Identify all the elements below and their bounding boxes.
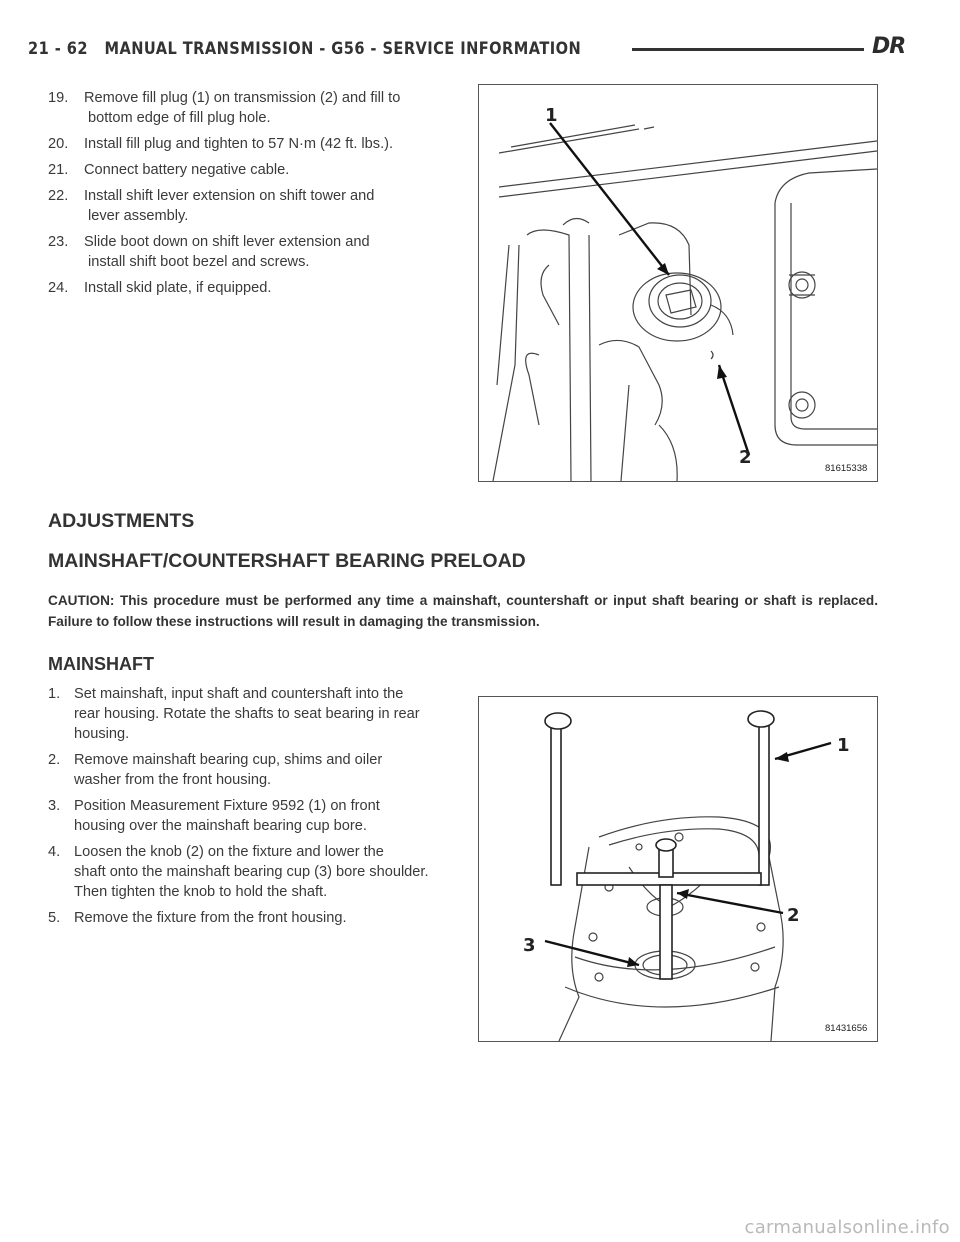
install-steps-list [48,88,448,304]
page-number: 21 - 62 [28,39,88,59]
caution-note: CAUTION: This procedure must be performed any time a mainshaft, countershaft or input shaft bearing or shaft is replaced. Failure to follow these instructions will result in damaging the transmission. [48,593,878,629]
mainshaft-steps-list [48,684,448,934]
mainshaft-step-3: 3. Position Measurement Fixture 9592 (1) on front housing over the mainshaft bearing cup bore. [48,798,380,834]
section-title-adjustments: ADJUSTMENTS [48,510,195,532]
step-24: 24. Install skid plate, if equipped. [48,280,272,296]
watermark: carmanualsonline.info [744,1217,950,1238]
callout-2: 2 [739,447,752,468]
mainshaft-step-2: 2. Remove mainshaft bearing cup, shims and oiler washer from the front housing. [48,752,383,788]
step-19: 19. Remove fill plug (1) on transmission (2) and fill to bottom edge of fill plug hole. [48,90,401,126]
page-header-title [28,39,582,59]
page-header [28,34,933,64]
fill-plug-illustration [478,84,878,482]
manual-title: MANUAL TRANSMISSION - G56 - SERVICE INFORMATION [104,39,582,59]
callout-1: 1 [545,105,558,126]
mainshaft-step-1: 1. Set mainshaft, input shaft and countershaft into the rear housing. Rotate the shafts to seat bearing in rear housing. [48,686,420,742]
dr-logo: DR [872,34,906,59]
step-22: 22. Install shift lever extension on shift tower and lever assembly. [48,188,375,224]
callout-1-fixture: 1 [837,735,850,756]
measurement-fixture-drawing [479,697,877,1041]
step-21: 21. Connect battery negative cable. [48,162,290,178]
subsection-title-bearing-preload: MAINSHAFT/COUNTERSHAFT BEARING PRELOAD [48,550,526,572]
measurement-fixture-illustration [478,696,878,1042]
mainshaft-step-4: 4. Loosen the knob (2) on the fixture and lower the shaft onto the mainshaft bearing cup (3) bore shoulder. Then tighten the knob to hold the shaft. [48,844,429,900]
subsection-title-mainshaft: MAINSHAFT [48,654,154,674]
step-23: 23. Slide boot down on shift lever extension and install shift boot bezel and screws. [48,234,370,270]
step-20: 20. Install fill plug and tighten to 57 N·m (42 ft. lbs.). [48,136,394,152]
figure-id-81615338: 81615338 [825,463,868,474]
fill-plug-drawing [479,85,877,481]
callout-2-knob: 2 [787,905,800,926]
callout-3-bearing-cup: 3 [523,935,536,956]
mainshaft-step-5: 5. Remove the fixture from the front housing. [48,910,347,926]
header-rule [632,48,864,51]
figure-id-81431656: 81431656 [825,1023,868,1034]
